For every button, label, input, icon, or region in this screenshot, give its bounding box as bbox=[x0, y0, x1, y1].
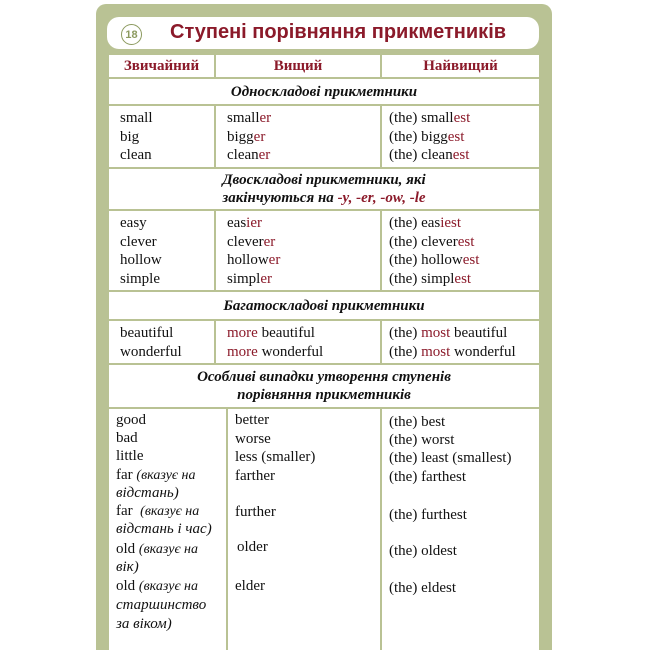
positive-cell-group bbox=[109, 321, 214, 363]
column-header-comparative: Вищий bbox=[216, 55, 380, 77]
table-row: cleverer bbox=[227, 233, 276, 250]
table-row: big bbox=[120, 128, 140, 145]
section-heading-multi-syllable bbox=[109, 292, 539, 319]
table-row: (the) most wonderful bbox=[389, 343, 516, 360]
table-row: simpler bbox=[227, 270, 272, 287]
positive-cell-group bbox=[109, 106, 214, 167]
table-row: more beautiful bbox=[227, 325, 315, 341]
usage-note: старшинство bbox=[116, 597, 207, 613]
table-row: farther bbox=[235, 468, 275, 484]
table-row: good bbox=[116, 412, 146, 428]
table-row: further bbox=[235, 504, 276, 520]
table-row: bad bbox=[116, 430, 138, 446]
table-row: clever bbox=[120, 233, 157, 250]
usage-note: відстань і час) bbox=[116, 521, 212, 537]
table-row: hollow bbox=[120, 252, 162, 268]
table-row: hollower bbox=[227, 252, 281, 268]
table-row: (the) least (smallest) bbox=[389, 450, 512, 466]
usage-note: відстань) bbox=[116, 485, 179, 501]
section-heading-text: порівняння прикметників bbox=[237, 387, 411, 403]
table-row: little bbox=[116, 448, 144, 464]
table-row: far (вказує на bbox=[116, 503, 200, 519]
table-row: (the) best bbox=[389, 414, 446, 430]
section-heading-special-cases bbox=[109, 365, 539, 407]
usage-note: вік) bbox=[116, 559, 139, 575]
table-row: (the) worst bbox=[389, 432, 455, 448]
table-row: beautiful bbox=[120, 325, 174, 341]
positive-cell-group bbox=[109, 211, 214, 290]
comparative-cell-group bbox=[216, 106, 380, 167]
page-number-badge: 18 bbox=[121, 24, 142, 45]
usage-note: за віком) bbox=[116, 616, 172, 632]
table-row: worse bbox=[235, 431, 271, 447]
comparative-cell-group bbox=[216, 211, 380, 290]
table-row: more wonderful bbox=[227, 343, 324, 360]
comparative-cell-group bbox=[216, 321, 380, 363]
superlative-cell-group bbox=[382, 106, 539, 167]
table-row: elder bbox=[235, 578, 265, 594]
table-row: wonderful bbox=[120, 343, 182, 360]
table-row: (the) furthest bbox=[389, 507, 467, 523]
table-row: simple bbox=[120, 270, 160, 287]
column-header-superlative: Найвищий bbox=[382, 55, 539, 77]
table-row: bigger bbox=[227, 128, 266, 145]
section-heading-text: Багатоскладові прикметники bbox=[223, 297, 425, 314]
section-heading-text: закінчуються на -y, -er, -ow, -le bbox=[222, 190, 426, 206]
column-header-positive: Звичайний bbox=[109, 55, 214, 77]
table-row: (the) eldest bbox=[389, 580, 457, 596]
section-heading-text: Двоскладові прикметники, які bbox=[222, 172, 426, 188]
table-row: (the) cleanest bbox=[389, 147, 470, 163]
table-row: easy bbox=[120, 215, 147, 231]
table-row: (the) cleverest bbox=[389, 233, 475, 250]
section-heading-text: Односкладові прикметники bbox=[230, 83, 418, 100]
table-row: (the) smallest bbox=[389, 110, 471, 126]
superlative-cell-group bbox=[382, 211, 539, 290]
table-row: cleaner bbox=[227, 147, 271, 163]
table-row: clean bbox=[120, 147, 152, 163]
table-row: better bbox=[235, 412, 270, 428]
table-row: (the) biggest bbox=[389, 128, 465, 145]
table-row: older bbox=[237, 539, 268, 555]
table-row: smaller bbox=[227, 110, 272, 126]
section-heading-text: Особливі випадки утворення ступенів bbox=[197, 369, 451, 385]
table-row: old (вказує на bbox=[116, 578, 198, 594]
page-title: Ступені порівняння прикметників bbox=[170, 21, 507, 43]
superlative-cell-group bbox=[382, 321, 539, 363]
table-row: far (вказує на bbox=[116, 467, 196, 483]
table-row: easier bbox=[227, 215, 262, 231]
table-row: less (smaller) bbox=[235, 449, 316, 465]
table-row: (the) farthest bbox=[389, 469, 467, 485]
table-row: small bbox=[120, 110, 153, 126]
section-heading-two-syllable bbox=[109, 169, 539, 209]
table-row: (the) oldest bbox=[389, 543, 457, 559]
table-row: (the) easiest bbox=[389, 215, 462, 231]
table-row: old (вказує на bbox=[116, 541, 198, 557]
section-heading-one-syllable bbox=[109, 79, 539, 104]
table-row: (the) most beautiful bbox=[389, 325, 508, 341]
table-row: (the) simplest bbox=[389, 270, 472, 287]
table-row: (the) hollowest bbox=[389, 252, 480, 268]
